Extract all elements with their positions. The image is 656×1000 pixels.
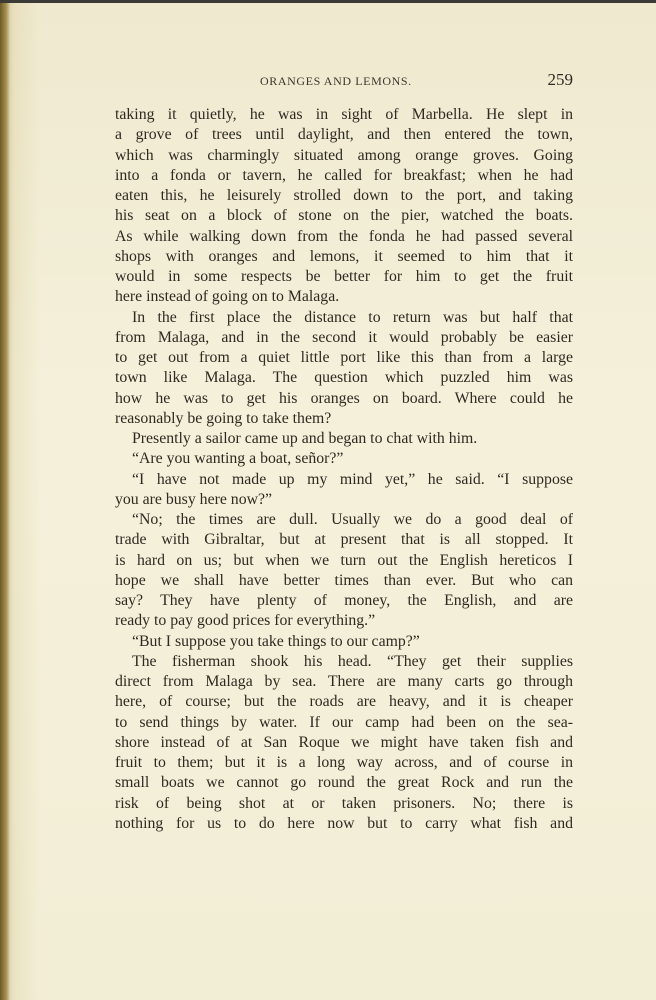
text-line: reasonably be going to take them? (115, 409, 332, 427)
running-title: ORANGES AND LEMONS. (260, 74, 412, 88)
text-line: is hard on us; but when we turn out the English hereticos I (115, 551, 573, 569)
text-line: As while walking down from the fonda he had passed several (115, 227, 573, 245)
text-line: eaten this, he leisurely strolled down to the port, and taking (115, 187, 573, 204)
text-line: direct from Malaga by sea. There are many carts go through (115, 673, 573, 690)
text-line: The fisherman shook his head. “They get their supplies (132, 652, 573, 670)
text-line: shore instead of at San Roque we might have taken fish and (115, 733, 573, 751)
text-line: a grove of trees until daylight, and then entered the town, (115, 126, 573, 144)
text-line: town like Malaga. The question which puzzled him was (115, 369, 573, 387)
page-gutter-shadow (0, 0, 10, 1000)
text-line: which was charmingly situated among orange groves. Going (115, 146, 573, 164)
text-line: trade with Gibraltar, but at present that is all stopped. It (115, 531, 573, 549)
text-line: from Malaga, and in the second it would probably be easier (115, 328, 573, 346)
text-line: “Are you wanting a boat, señor?” (132, 450, 344, 468)
text-line: here, of course; but the roads are heavy, and it is cheaper (115, 693, 573, 711)
text-line: In the first place the distance to return was but half that (132, 308, 573, 326)
text-line: small boats we cannot go round the great Rock and run the (115, 774, 573, 792)
text-line: to send things by water. If our camp had been on the sea- (115, 713, 573, 731)
text-line: ready to pay good prices for everything.” (115, 612, 376, 630)
text-line: would in some respects be better for him to get the fruit (115, 268, 573, 285)
text-line: “But I suppose you take things to our camp?” (132, 632, 420, 650)
text-line: “I have not made up my mind yet,” he said. “I suppose (132, 470, 573, 488)
text-line: his seat on a block of stone on the pier, watched the boats. (115, 207, 573, 225)
text-line: say? They have plenty of money, the English, and are (115, 592, 573, 609)
text-line: taking it quietly, he was in sight of Marbella. He slept in (115, 106, 573, 123)
page-number: 259 (547, 70, 573, 89)
page-header (115, 70, 573, 94)
text-line: hope we shall have better times than ever. But who can (115, 571, 573, 589)
text-line: shops with oranges and lemons, it seemed to him that it (115, 247, 573, 265)
text-line: you are busy here now?” (115, 490, 273, 508)
body-text (115, 105, 573, 834)
text-line: into a fonda or tavern, he called for breakfast; when he had (115, 166, 573, 184)
top-edge-line (0, 0, 656, 3)
text-line: risk of being shot at or taken prisoners. No; there is (115, 794, 573, 812)
text-line: nothing for us to do here now but to carry what fish and (115, 814, 573, 832)
text-line: how he was to get his oranges on board. Where could he (115, 389, 573, 407)
text-line: fruit to them; but it is a long way across, and of course in (115, 754, 573, 771)
text-line: Presently a sailor came up and began to chat with him. (132, 430, 478, 447)
text-line: here instead of going on to Malaga. (115, 288, 340, 306)
text-line: to get out from a quiet little port like this than from a large (115, 349, 573, 366)
text-line: “No; the times are dull. Usually we do a good deal of (132, 511, 573, 528)
